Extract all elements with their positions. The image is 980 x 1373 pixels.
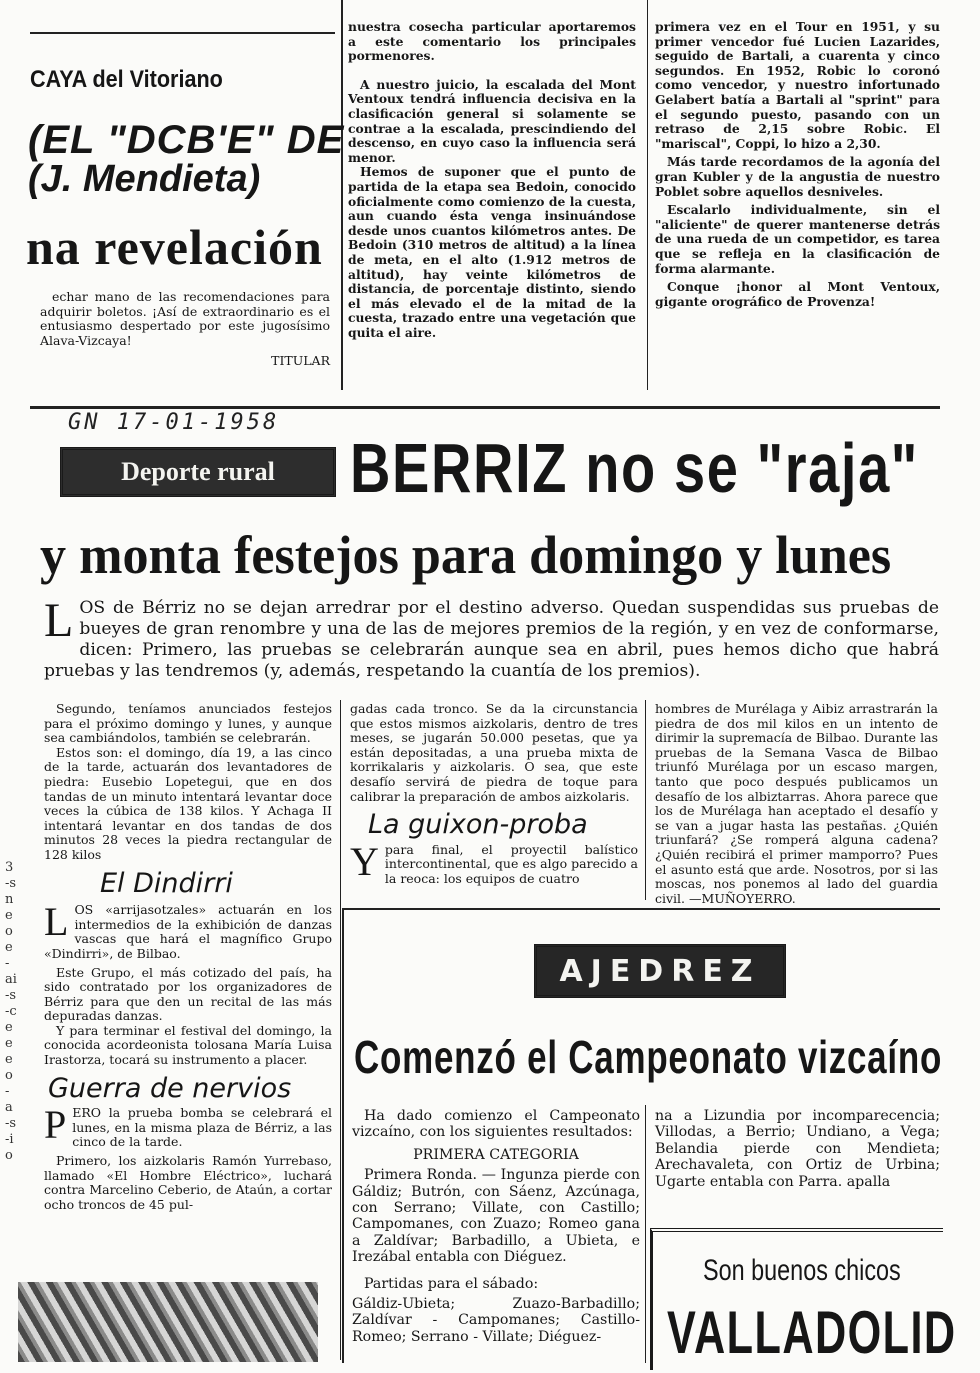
top-col2-paragraph: nuestra cosecha particular aportaremos a este comentario los principales pormenores.: [348, 19, 636, 64]
lead-text: OS de Bérriz no se dejan arredrar por el destino adverso. Quedan suspendidas sus pruebas de bueyes de gran renombre y una de las de mejores premios de la región, y en vez de conformarse, dicen: Primero, las pruebas se celebrarán aunque sea en abril, pues hemos dicho que habrá pruebas y las tendremos (y, además, respetando la cuantía de los premios).: [44, 598, 939, 681]
main-subheadline: y monta festejos para domingo y lunes: [40, 525, 892, 585]
top-strip: [0, 0, 980, 400]
article-column-divider-1: [340, 700, 341, 1360]
chess-col1: [352, 1108, 640, 1345]
bottom-left-photo-fragment: [18, 1282, 318, 1362]
chess-category: PRIMERA CATEGORIA: [413, 1146, 579, 1163]
article-column-divider-2: [645, 700, 646, 900]
article-paragraph: [44, 899, 332, 961]
article-paragraph: Este Grupo, el más cotizado del país, ha sido contratado por los organizadores de Bérriz para que den un recital de las más depuradas danzas.: [44, 964, 332, 1024]
guerra-initial: P: [44, 1102, 67, 1148]
article-paragraph: [655, 702, 938, 906]
top-col1-body: [40, 290, 330, 369]
chess-paragraph: na a Lizundia por incomparecencia; Villodas, a Berrio; Undiano, a Vega; Belandia pierde con Mendieta; Arechavaleta, con Ortiz de Urbina; Ugarte entabla con Parra. apalla: [655, 1108, 940, 1190]
article-signature: —MUÑOYERRO.: [689, 890, 796, 906]
article-col2: [350, 702, 638, 887]
valladolid-kicker: Son buenos chicos: [703, 1254, 901, 1287]
dindirri-text: OS «arrijasotzales» actuarán en los intermedios de la exhibición de danzas vascas que hará el magnífico Grupo «Dindirri», de Bilbao.: [44, 902, 332, 961]
guixon-text: para final, el proyectil balístico intercontinental, que es algo parecido a la reoca: los equipos de cuatro: [384, 841, 638, 886]
article-col1: [44, 702, 332, 1212]
top-col3-paragraph: primera vez en el Tour en 1951, y su primer vencedor fué Lucien Lazarides, seguido de Bartali, a cuarenta y cinco segundos. En 1952, Robic lo coronó como vencedor, y nuestro infortunado Gelabert batía a Bartali al "sprint" para el segundo puesto, pasando con un retraso de 2,15 sobre Robic. El "mariscal", Coppi, lo hizo a 2,30.: [655, 19, 940, 151]
top-column-divider-2: [647, 0, 648, 390]
chess-column-divider: [645, 1105, 646, 1363]
article-paragraph: Y para terminar el festival del domingo, la conocida acordeonista tolosana María Luisa Irastorza, tocará su instrumento a placer.: [44, 1022, 332, 1068]
article-col3-text: hombres de Murélaga y Aibiz arrastrarán la piedra de dos mil kilos en un intento de dirimir la supremacía de Bilbao. Durante las pruebas de la Semana Vasca de Bilbao triunfó Murélaga por un escaso margen, tanto que poco después publicamos un desafío de los albiztarras. Ahora parece que los de Murélaga han aceptado el desafío y se van a jugar hasta las pestañas. ¿Quién triunfará? ¿Se romperá alguna cadena? ¿Quién recibirá el primer mamporro? Pues el asunto está que arde. Nosotros, por si las moscas, nos ponemos al lado del guardia civil.: [655, 701, 938, 906]
chess-badge-label: AJEDREZ: [559, 953, 761, 989]
top-col3-paragraph: Conque ¡honor al Mont Ventoux, gigante orográfico de Provenza!: [655, 279, 940, 309]
top-strip-rule-left: [30, 32, 335, 34]
top-col1-paragraph: echar mano de las recomendaciones para adquirir boletos. ¡Así de extraordinario es el entusiasmo despertado por este jugosísimo Alava-Vizcaya!: [40, 289, 330, 348]
valladolid-headline: VALLADOLID: [667, 1299, 957, 1366]
section-badge-label: Deporte rural: [121, 457, 275, 486]
top-col3-paragraph: Más tarde recordamos de la agonía del gran Kubler y de la angustia de nuestro Poblet sobre aquellos desniveles.: [655, 154, 940, 199]
guerra-text: ERO la prueba bomba se celebrará el lunes, en la misma plaza de Bérriz, a las cinco de la tarde.: [72, 1105, 332, 1150]
chess-paragraph: Ha dado comienzo el Campeonato vizcaíno, con los siguientes resultados:: [352, 1108, 640, 1141]
top-col2-paragraph: A nuestro juicio, la escalada del Mont Ventoux tendrá influencia decisiva en la clasificación general si solamente se contrae a la escalada, prescindiendo del descenso, en cuyo caso la influencia será menor.: [348, 76, 636, 165]
headline-caya: CAYA del Vitoriano: [30, 66, 223, 93]
article-paragraph: Primero, los aizkolaris Ramón Yurrebaso, llamado «El Hombre Eléctrico», luchará contra Marcelino Ceberio, de Ataún, a cortar ocho troncos de 45 pul-: [44, 1153, 332, 1212]
article-paragraph: Estos son: el domingo, día 19, a las cinco de la tarde, actuarán dos levantadores de piedra: Eusebio Lopetegui, que en dos tandas de un minuto intentará levantar doce veces la cúbica de 138 kilos. Y Achaga II intentará levantar en dos tandas de dos minutos 28 veces la piedra rectangular de 128 kilos: [44, 744, 332, 862]
chess-badge: [534, 944, 786, 998]
section-badge: [60, 447, 336, 497]
top-col2-paragraph: Hemos de suponer que el punto de partida de la etapa sea Bedoin, conocido oficialmente como comienzo de la cuesta, aun cuando ésta venga insinuándose desde unos cuantos kilómetros antes. De Bedoin (310 metros de altitud) a la línea de meta, en el alto (1.912 metros de altitud), hay veinte kilómetros de distancia, de porcentaje distinto, siendo el más elevado el de la mitad de la cuesta, trazado entre una vegetación que quita el aire.: [348, 164, 636, 340]
chess-box-left: [342, 908, 344, 1363]
article-paragraph: Segundo, teníamos anunciados festejos para el próximo domingo y lunes, y aunque sea cambiándolos, también se celebrarán.: [44, 701, 332, 746]
chess-paragraph: Primera Ronda. — Ingunza pierde con Gáldiz; Butrón, con Sáenz, Azcúnaga, con Serrano; Villate, con Castillo; Campomanes, con Zuazo; Romeo gana a Zaldívar; Barbadillo, a Ubieta, e Irezábal entabla con Diéguez.: [352, 1167, 640, 1266]
headline-mendieta: (J. Mendieta): [28, 158, 261, 200]
chess-col2: [655, 1108, 940, 1190]
headline-revelacion: na revelación: [26, 219, 323, 275]
article-paragraph: [350, 838, 638, 887]
main-headline: BERRIZ no se "raja": [350, 429, 919, 507]
top-col3-paragraph: Escalarlo individualmente, sin el "aliciente" de querer mantenerse detrás de una rueda de un competidor, es tarea que se refleja en la clasificación de forma alarmante.: [655, 202, 940, 276]
article-paragraph: [44, 1102, 332, 1150]
clipping-separator: [30, 406, 940, 409]
top-col1-signature: TITULAR: [271, 353, 330, 369]
top-column-divider-1: [341, 0, 343, 390]
left-margin-letters: 3-sneoe-ai-s-ceeeo-a-s-io: [5, 860, 17, 1163]
lead-paragraph: [44, 594, 939, 682]
chess-box-top: [342, 908, 940, 910]
subhead-guerra: Guerra de nervios: [48, 1072, 292, 1104]
subhead-dindirri: El Dindirri: [100, 867, 233, 899]
handwritten-date: GN 17-01-1958: [68, 410, 280, 435]
dindirri-initial: L: [44, 899, 69, 945]
article-paragraph: gadas cada tronco. Se da la circunstancia que estos mismos aizkolaris, dentro de tres meses, se jugarán 50.000 pesetas, que ya están depositadas, a una prueba mixta de korrikalaris y aizkolaris. O sea, que este desafío servirá de piedra de toque para calibrar la preparación de ambos aizkolaris.: [350, 701, 638, 804]
chess-paragraph: Gáldiz-Ubieta; Zuazo-Barbadillo; Zaldívar - Campomanes; Castillo-Romeo; Serrano - Villate; Diéguez-: [352, 1296, 640, 1345]
subhead-guixon: La guixon-proba: [368, 809, 588, 841]
headline-dcbe: (EL "DCB'E" DE: [28, 118, 345, 162]
chess-paragraph: Partidas para el sábado:: [364, 1275, 539, 1292]
lead-initial: L: [44, 594, 74, 647]
top-col2-body: [348, 20, 636, 340]
chess-headline: Comenzó el Campeonato vizcaíno: [354, 1031, 943, 1083]
article-col3: [655, 702, 938, 906]
valladolid-box: [650, 1228, 957, 1370]
top-col3-body: [655, 20, 940, 309]
guixon-initial: Y: [350, 838, 379, 884]
